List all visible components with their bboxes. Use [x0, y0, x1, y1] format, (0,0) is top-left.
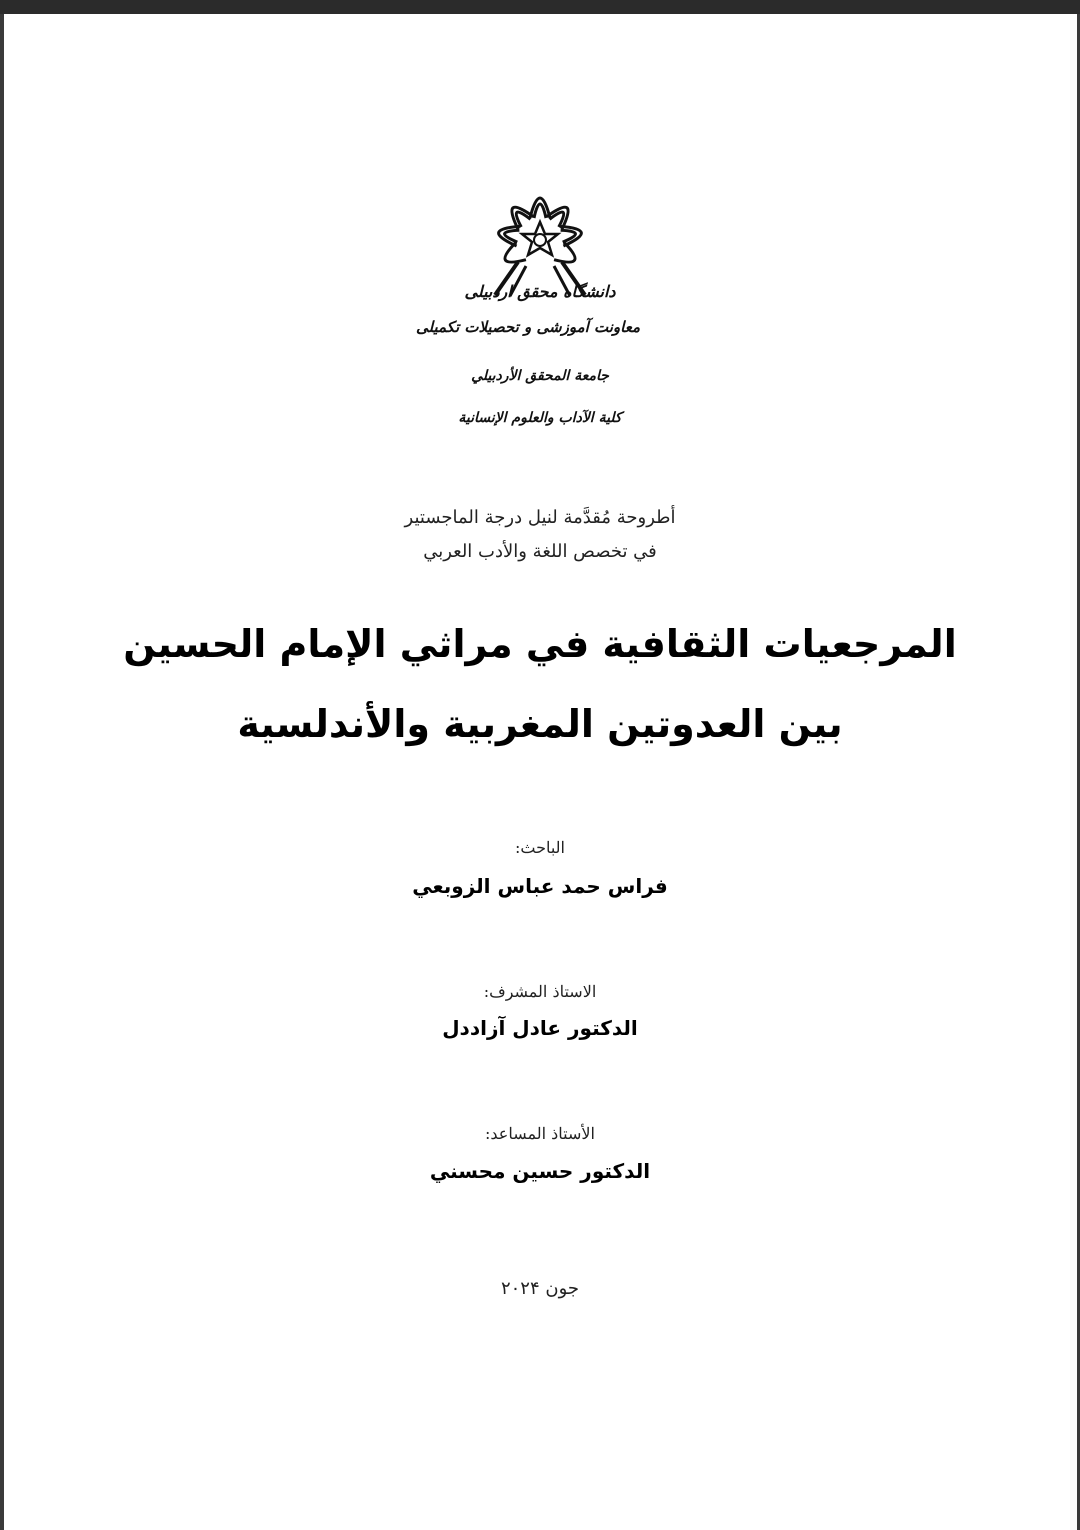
top-border	[0, 0, 1080, 14]
left-border	[0, 14, 4, 1530]
thesis-degree-line: أطروحة مُقدَّمة لنيل درجة الماجستير	[404, 507, 676, 528]
thesis-field-line: في تخصص اللغة والأدب العربي	[423, 541, 657, 562]
researcher-name: فراس حمد عباس الزوبعي	[412, 874, 668, 898]
arabic-university-name: جامعة المحقق الأردبيلي	[471, 368, 609, 384]
university-emblem-icon	[440, 170, 640, 300]
researcher-label: الباحث:	[514, 838, 565, 857]
faculty-name: كلية الآداب والعلوم الإنسانية	[458, 410, 622, 426]
advisor-label: الأستاذ المساعد:	[485, 1124, 595, 1143]
thesis-title-line1: المرجعيات الثقافية في مراثي الإمام الحسين	[123, 622, 957, 666]
university-logo	[416, 170, 640, 460]
advisor-name: الدكتور حسين محسني	[429, 1159, 651, 1183]
persian-university-name: دانشگاه محقق اردبیلی	[464, 282, 616, 301]
persian-deputy-name: معاونت آموزشی و تحصیلات تکمیلی	[416, 318, 640, 336]
thesis-title-line2: بين العدوتين المغربية والأندلسية	[237, 702, 843, 746]
supervisor-name: الدكتور عادل آزاددل	[442, 1016, 638, 1040]
supervisor-label: الاستاذ المشرف:	[483, 982, 597, 1001]
submission-date: جون ۲۰۲۴	[500, 1278, 580, 1299]
